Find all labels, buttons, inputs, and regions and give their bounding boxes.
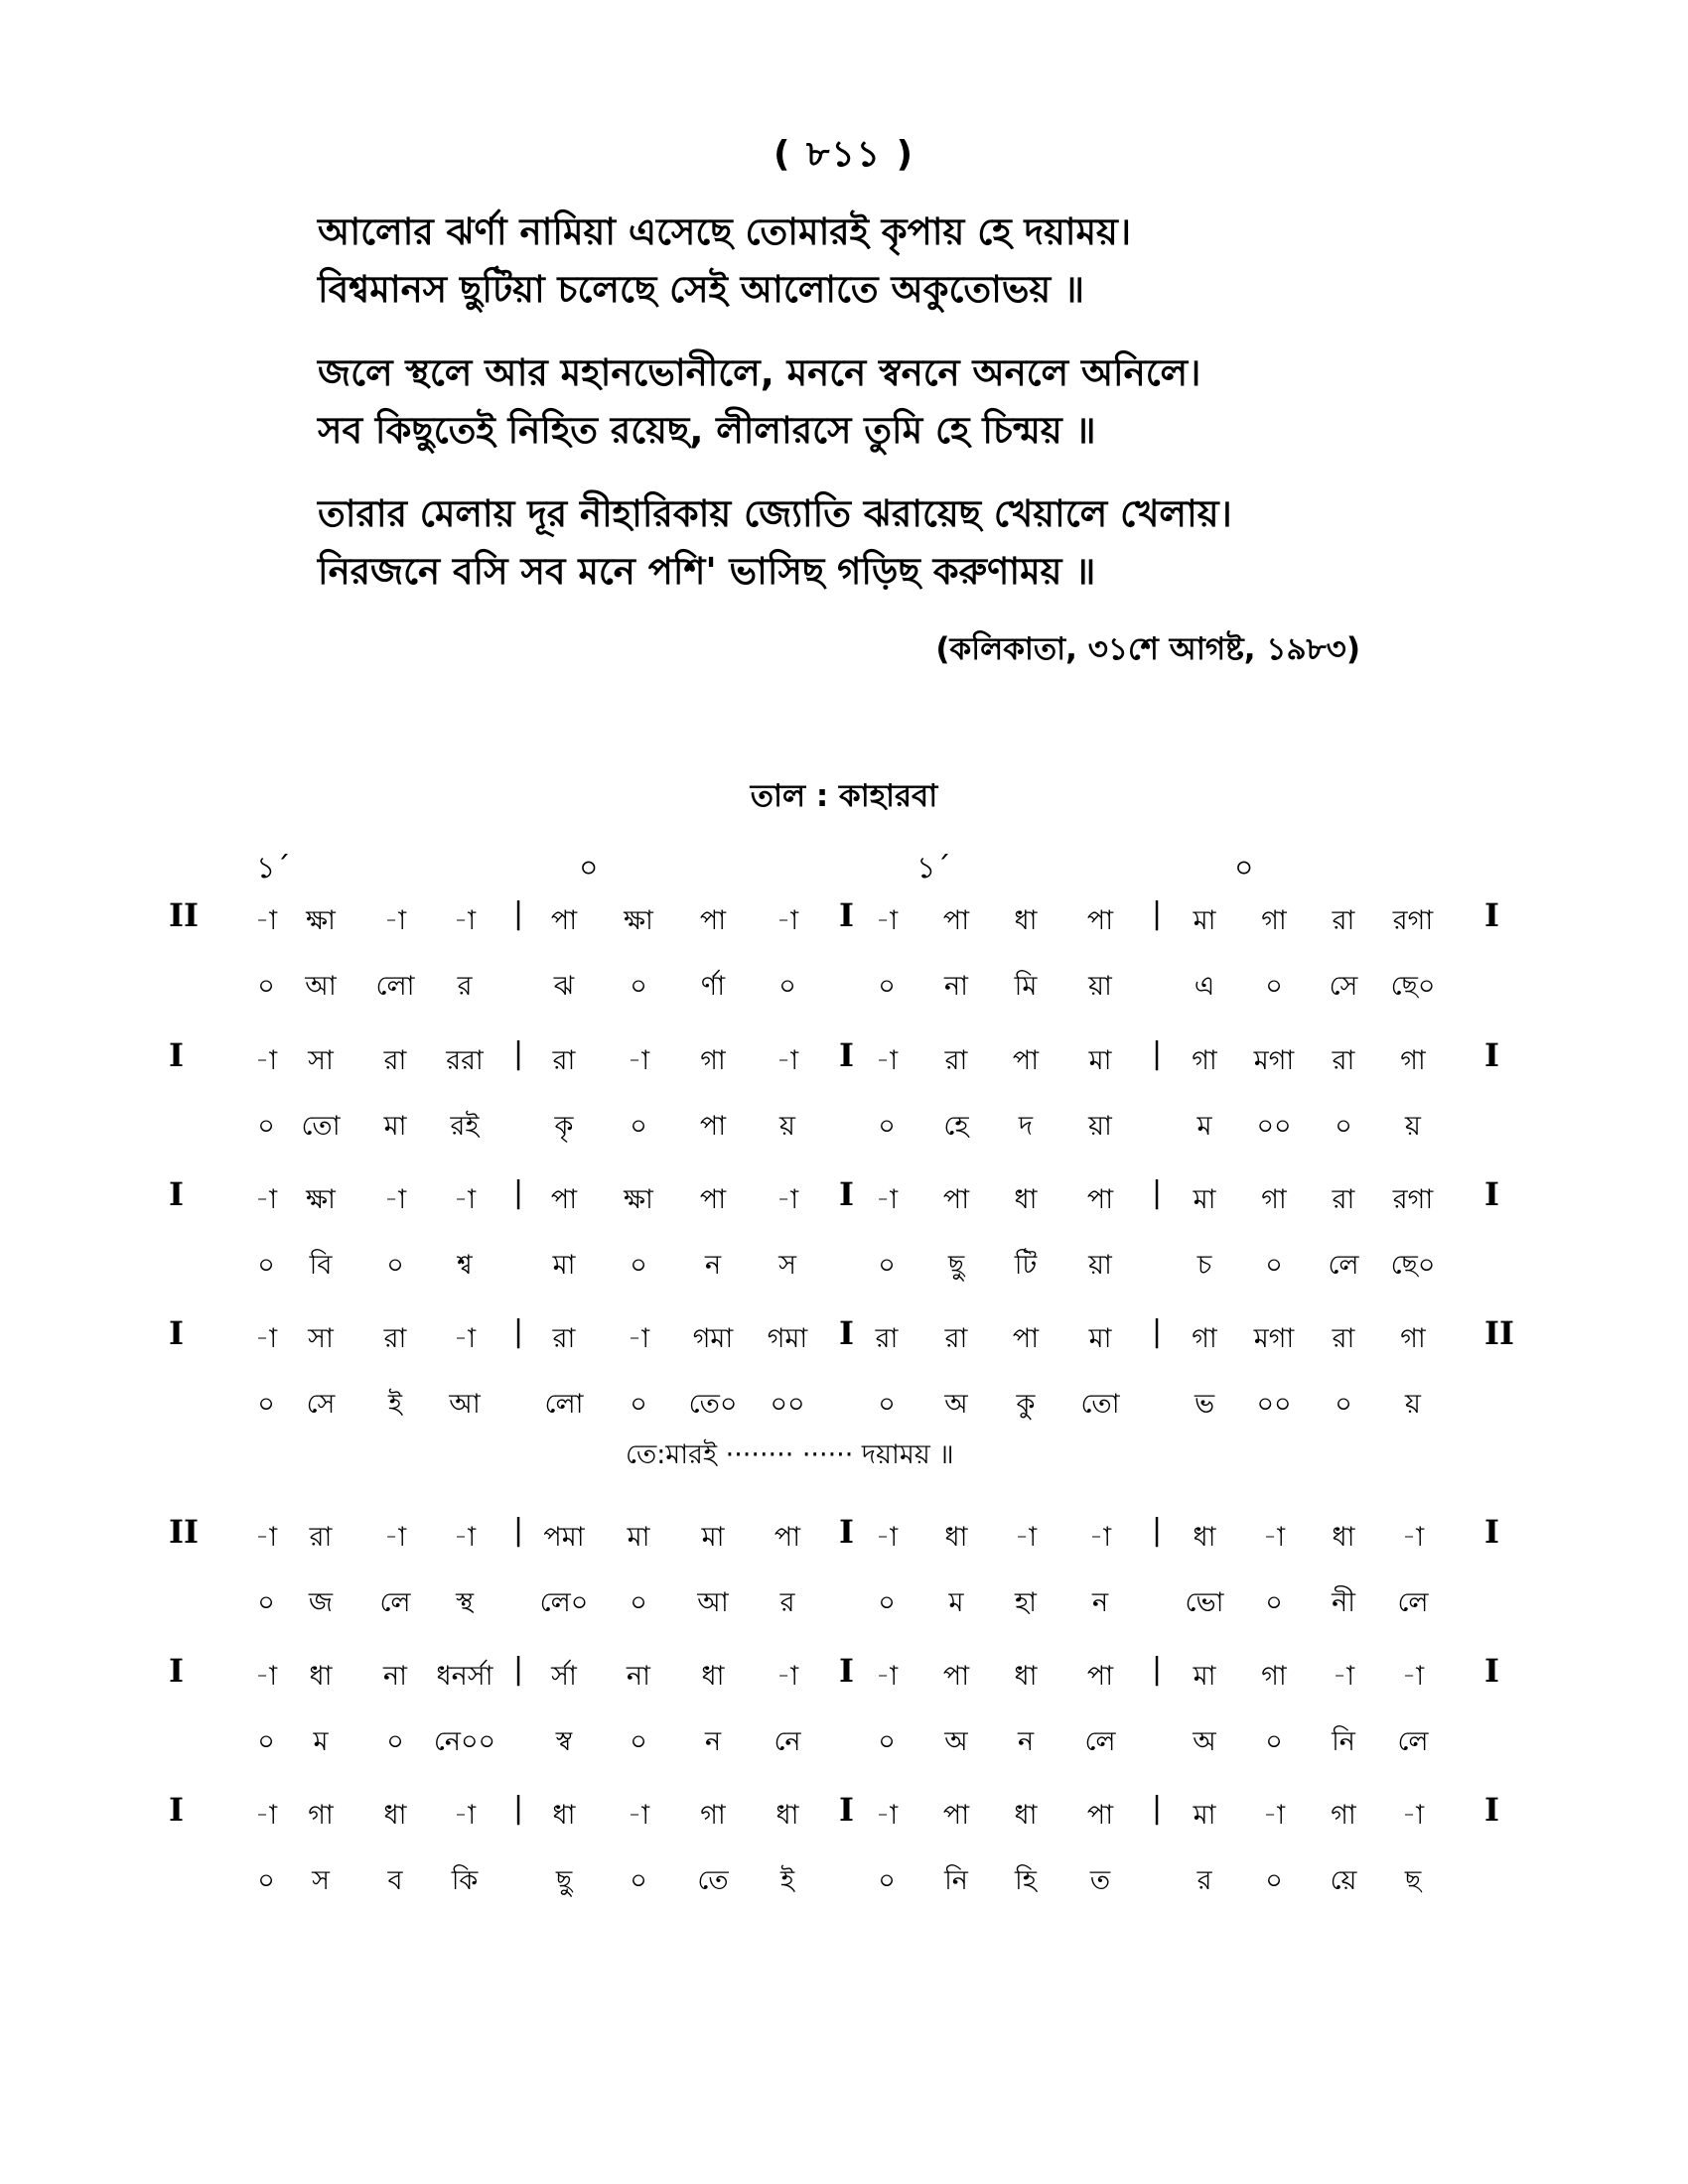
- swara-note: -া: [1088, 1522, 1112, 1553]
- lyric-syllable: না: [944, 971, 968, 1002]
- lyric-syllable: কৃ: [554, 1111, 574, 1142]
- lyric-syllable: তো: [301, 1111, 341, 1142]
- bar-line: I: [1484, 1652, 1499, 1690]
- swara-note: পা: [942, 1184, 970, 1215]
- swara-note: পা: [699, 905, 727, 936]
- swara-note: -া: [875, 1522, 899, 1553]
- swara-note: -া: [775, 1661, 799, 1692]
- swara-note: গা: [1192, 1323, 1217, 1354]
- lyric-syllable: ০: [257, 1250, 275, 1281]
- lyric-syllable: ০: [1335, 1389, 1352, 1420]
- lyric-syllable: র: [1196, 1865, 1212, 1896]
- lyric-syllable: ০০: [770, 1389, 805, 1420]
- swara-note: মগা: [1253, 1045, 1295, 1076]
- bar-line: |: [513, 1175, 524, 1210]
- lyric-syllable: নে: [774, 1726, 801, 1757]
- swara-note: ধা: [309, 1661, 333, 1692]
- swara-note: -া: [254, 1323, 278, 1354]
- bar-line: I: [169, 1652, 184, 1690]
- lyric-syllable: ম: [313, 1726, 329, 1757]
- lyric-syllable: লো: [375, 971, 415, 1002]
- swara-note: সা: [308, 1045, 334, 1076]
- swara-note: -া: [775, 905, 799, 936]
- swara-note: -া: [254, 1045, 278, 1076]
- lyric-syllable: ছে০: [1390, 971, 1436, 1002]
- lyric-syllable: নি: [1332, 1726, 1355, 1757]
- swara-note: ধা: [552, 1800, 576, 1831]
- lyric-syllable: পা: [699, 1111, 727, 1142]
- swara-note: মা: [627, 1522, 650, 1553]
- bar-line: I: [169, 1314, 184, 1352]
- lyric-line: সব কিছুতেই নিহিত রয়েছ, লীলারসে তুমি হে চিন্ময় ॥: [318, 409, 1096, 452]
- lyric-syllable: এ: [1194, 971, 1215, 1002]
- swara-note: -া: [1401, 1522, 1425, 1553]
- bar-line: I: [839, 1652, 854, 1690]
- lyric-syllable: ০: [630, 1726, 647, 1757]
- swara-note: -া: [453, 1522, 477, 1553]
- swara-note: -া: [875, 1184, 899, 1215]
- swara-note: রা: [875, 1323, 899, 1354]
- swara-note: ধা: [701, 1661, 725, 1692]
- bar-line: |: [1152, 1791, 1163, 1826]
- swara-note: -া: [1401, 1661, 1425, 1692]
- lyric-syllable: ছ: [1404, 1865, 1422, 1896]
- swara-note: -া: [254, 1184, 278, 1215]
- bar-line: II: [1484, 1314, 1514, 1352]
- swara-note: না: [383, 1661, 407, 1692]
- lyric-syllable: মা: [383, 1111, 407, 1142]
- lyric-syllable: লে: [379, 1587, 411, 1618]
- swara-note: মা: [701, 1522, 725, 1553]
- lyric-syllable: ০: [257, 971, 275, 1002]
- lyric-syllable: আ: [697, 1587, 729, 1618]
- lyric-syllable: ০: [257, 1587, 275, 1618]
- swara-note: -া: [875, 905, 899, 936]
- swara-note: -া: [775, 1184, 799, 1215]
- swara-note: ক্ষা: [306, 905, 336, 936]
- lyric-syllable: য়া: [1088, 1111, 1112, 1142]
- lyric-syllable: আ: [305, 971, 337, 1002]
- lyric-syllable: অ: [944, 1726, 968, 1757]
- swara-note: রগা: [1392, 1184, 1434, 1215]
- swara-note: ধনর্সা: [436, 1661, 493, 1692]
- swara-note: গা: [1261, 1184, 1287, 1215]
- swara-note: ধা: [1014, 1800, 1038, 1831]
- lyric-syllable: ০০: [1256, 1111, 1292, 1142]
- lyric-syllable: চ: [1196, 1250, 1212, 1281]
- lyric-syllable: স্ব: [555, 1726, 573, 1757]
- bar-line: I: [839, 1175, 854, 1213]
- lyric-syllable: ০: [257, 1389, 275, 1420]
- lyric-line: আলোর ঝর্ণা নামিয়া এসেছে তোমারই কৃপায় হে দয়াময়।: [318, 210, 1132, 253]
- swara-note: রা: [383, 1045, 407, 1076]
- lyric-syllable: ন: [704, 1726, 722, 1757]
- swara-note: গা: [1331, 1800, 1356, 1831]
- swara-note: রগা: [1392, 905, 1434, 936]
- beat-marker: ১´: [256, 851, 291, 886]
- lyric-syllable: দ: [1018, 1111, 1034, 1142]
- swara-note: -া: [383, 1522, 407, 1553]
- swara-note: রা: [552, 1323, 576, 1354]
- swara-note: রা: [944, 1323, 968, 1354]
- lyric-syllable: ই: [779, 1865, 795, 1896]
- lyric-syllable: ০: [1335, 1111, 1352, 1142]
- beat-marker: ১´: [916, 851, 951, 886]
- lyric-syllable: শ্ব: [457, 1250, 473, 1281]
- lyric-syllable: ০: [878, 1111, 896, 1142]
- swara-note: -া: [1014, 1522, 1038, 1553]
- lyric-syllable: মা: [552, 1250, 576, 1281]
- bar-line: |: [1152, 1314, 1163, 1349]
- bar-line: I: [169, 1791, 184, 1829]
- lyric-syllable: র: [457, 971, 473, 1002]
- lyric-syllable: অ: [1193, 1726, 1216, 1757]
- swara-note: পা: [550, 905, 578, 936]
- swara-note: ক্ষা: [624, 905, 653, 936]
- swara-note: মা: [1193, 905, 1216, 936]
- lyric-syllable: হা: [1014, 1587, 1038, 1618]
- swara-note: ক্ষা: [624, 1184, 653, 1215]
- lyric-syllable: কু: [1016, 1389, 1036, 1420]
- lyric-syllable: হি: [1015, 1865, 1037, 1896]
- bar-line: I: [1484, 1513, 1499, 1551]
- swara-note: গমা: [767, 1323, 808, 1354]
- lyric-syllable: কি: [451, 1865, 479, 1896]
- lyric-syllable: র: [779, 1587, 795, 1618]
- lyric-syllable: ০: [630, 1587, 647, 1618]
- swara-note: ধা: [775, 1800, 799, 1831]
- swara-note: -া: [453, 1800, 477, 1831]
- swara-note: পা: [550, 1184, 578, 1215]
- swara-note: পা: [774, 1522, 801, 1553]
- lyric-syllable: ০: [630, 1250, 647, 1281]
- lyric-syllable: ০: [778, 971, 796, 1002]
- bar-line: |: [1152, 1513, 1163, 1548]
- lyric-syllable: স্থ: [456, 1587, 474, 1618]
- lyric-syllable: ০: [878, 1587, 896, 1618]
- composition-date-place: (কলিকাতা, ৩১শে আগষ্ট, ১৯৮৩): [935, 631, 1360, 667]
- lyric-syllable: নি: [944, 1865, 968, 1896]
- swara-note: গা: [700, 1800, 726, 1831]
- bar-line: II: [169, 1513, 199, 1551]
- lyric-line: নিরজনে বসি সব মনে পশি' ভাসিছ গড়িছ করুণাময় ॥: [318, 550, 1096, 593]
- swara-note: -া: [453, 1184, 477, 1215]
- swara-note: মা: [1088, 1045, 1112, 1076]
- bar-line: |: [1152, 1036, 1163, 1071]
- swara-note: -া: [254, 1661, 278, 1692]
- lyric-syllable: ব: [387, 1865, 403, 1896]
- lyric-syllable: ০: [630, 971, 647, 1002]
- bar-line: I: [169, 1175, 184, 1213]
- bar-line: |: [1152, 1652, 1163, 1687]
- lyric-syllable: ০: [386, 1726, 404, 1757]
- swara-note: গা: [1261, 1661, 1287, 1692]
- bar-line: I: [1484, 1036, 1499, 1074]
- lyric-syllable: তো: [1080, 1389, 1120, 1420]
- swara-note: পা: [942, 1800, 970, 1831]
- bar-line: II: [169, 896, 199, 934]
- lyric-line: বিশ্বমানস ছুটিয়া চলেছে সেই আলোতে অকুতোভয় ॥: [318, 268, 1085, 311]
- swara-note: রা: [944, 1045, 968, 1076]
- swara-note: রা: [1332, 1045, 1355, 1076]
- lyric-syllable: ০: [257, 1865, 275, 1896]
- lyric-syllable: ছু: [947, 1250, 965, 1281]
- swara-note: মগা: [1253, 1323, 1295, 1354]
- lyric-syllable: জ: [308, 1587, 334, 1618]
- lyric-syllable: ০: [1265, 1726, 1283, 1757]
- swara-note: পা: [942, 1661, 970, 1692]
- bar-line: I: [169, 1036, 184, 1074]
- lyric-syllable: স: [312, 1865, 330, 1896]
- lyric-syllable: লে: [1084, 1726, 1116, 1757]
- bar-line: I: [839, 1513, 854, 1551]
- swara-note: -া: [453, 905, 477, 936]
- swara-note: -া: [775, 1045, 799, 1076]
- swara-note: র্সা: [551, 1661, 577, 1692]
- swara-note: রা: [552, 1045, 576, 1076]
- lyric-syllable: ন: [1091, 1587, 1109, 1618]
- lyric-syllable: ছে০: [1390, 1250, 1436, 1281]
- taal-title: তাল : কাহারবা: [750, 778, 938, 814]
- page-number: ( ৮১১ ): [773, 134, 915, 175]
- swara-note: -া: [254, 905, 278, 936]
- lyric-syllable: লে: [1397, 1587, 1429, 1618]
- bar-line: |: [513, 1513, 524, 1548]
- lyric-syllable: ম: [1196, 1111, 1212, 1142]
- lyric-syllable: ০: [878, 1726, 896, 1757]
- swara-note: ধা: [1014, 1661, 1038, 1692]
- lyric-syllable: য়া: [1088, 971, 1112, 1002]
- swara-note: গা: [1192, 1045, 1217, 1076]
- swara-note: -া: [1262, 1800, 1286, 1831]
- swara-note: পমা: [543, 1522, 585, 1553]
- lyric-syllable: রই: [450, 1111, 480, 1142]
- lyric-syllable: ০: [878, 971, 896, 1002]
- lyric-syllable: মি: [1014, 971, 1038, 1002]
- lyric-syllable: ০: [386, 1250, 404, 1281]
- lyric-syllable: য়: [1405, 1389, 1421, 1420]
- lyric-line: তারার মেলায় দূর নীহারিকায় জ্যোতি ঝরায়েছ খেয়ালে খেলায়।: [318, 492, 1232, 535]
- lyric-syllable: অ: [944, 1389, 968, 1420]
- bar-line: |: [513, 1652, 524, 1687]
- bar-line: I: [839, 1791, 854, 1829]
- lyric-syllable: ঝ: [553, 971, 575, 1002]
- swara-note: পা: [1012, 1323, 1040, 1354]
- swara-note: মা: [1193, 1661, 1216, 1692]
- bar-line: |: [1152, 1175, 1163, 1210]
- bar-line: |: [1152, 896, 1163, 931]
- swara-note: গা: [1400, 1045, 1426, 1076]
- swara-note: -া: [383, 1184, 407, 1215]
- swara-note: -া: [627, 1800, 650, 1831]
- lyric-syllable: র্ণা: [700, 971, 726, 1002]
- lyric-syllable: ০: [257, 1726, 275, 1757]
- lyric-syllable: ০: [630, 1389, 647, 1420]
- swara-note: গমা: [692, 1323, 734, 1354]
- lyric-syllable: ০: [630, 1865, 647, 1896]
- bar-line: I: [839, 1036, 854, 1074]
- swara-note: পা: [1086, 1661, 1114, 1692]
- swara-note: -া: [1332, 1661, 1355, 1692]
- swara-note: -া: [1262, 1522, 1286, 1553]
- lyric-syllable: ন: [1017, 1726, 1035, 1757]
- swara-note: রা: [1332, 905, 1355, 936]
- swara-note: ধা: [944, 1522, 968, 1553]
- swara-note: রা: [383, 1323, 407, 1354]
- lyric-syllable: লে: [1397, 1726, 1429, 1757]
- lyric-syllable: নী: [1332, 1587, 1355, 1618]
- lyric-syllable: ভ: [1194, 1389, 1215, 1420]
- lyric-syllable: তে: [697, 1865, 729, 1896]
- lyric-line: জলে স্থলে আর মহানভোনীলে, মননে স্বননে অনলে অনিলে।: [318, 351, 1201, 394]
- swara-note: পা: [1086, 1184, 1114, 1215]
- beat-marker: ০: [579, 851, 599, 886]
- lyric-syllable: সে: [306, 1389, 336, 1420]
- lyric-syllable: ০: [630, 1111, 647, 1142]
- lyric-syllable: ০: [1265, 971, 1283, 1002]
- bar-line: |: [513, 896, 524, 931]
- swara-note: ধা: [383, 1800, 407, 1831]
- swara-note: পা: [699, 1184, 727, 1215]
- lyric-syllable: লে: [1328, 1250, 1359, 1281]
- lyric-syllable: ০: [878, 1865, 896, 1896]
- swara-note: -া: [627, 1045, 650, 1076]
- lyric-syllable: য়: [779, 1111, 795, 1142]
- swara-note: পা: [942, 905, 970, 936]
- lyric-syllable: ০: [1265, 1250, 1283, 1281]
- lyric-syllable: ০০: [1256, 1389, 1292, 1420]
- swara-note: সা: [308, 1323, 334, 1354]
- swara-note: মা: [1088, 1323, 1112, 1354]
- lyric-syllable: লো: [544, 1389, 584, 1420]
- bar-line: I: [1484, 896, 1499, 934]
- swara-note: মা: [1193, 1184, 1216, 1215]
- swara-note: -া: [383, 905, 407, 936]
- swara-note: গা: [1400, 1323, 1426, 1354]
- swara-note: -া: [453, 1323, 477, 1354]
- lyric-syllable: ই: [387, 1389, 403, 1420]
- swara-note: পা: [1086, 1800, 1114, 1831]
- lyric-syllable: ম: [948, 1587, 964, 1618]
- lyric-syllable: হে: [943, 1111, 969, 1142]
- swara-note: -া: [875, 1661, 899, 1692]
- swara-note: -া: [875, 1800, 899, 1831]
- swara-note: মা: [1193, 1800, 1216, 1831]
- lyric-syllable: য়: [1405, 1111, 1421, 1142]
- lyric-syllable: য়ে: [1330, 1865, 1357, 1896]
- swara-note: গা: [700, 1045, 726, 1076]
- bar-line: |: [513, 1036, 524, 1071]
- lyric-syllable: তে০: [688, 1389, 738, 1420]
- lyric-syllable: ০: [878, 1250, 896, 1281]
- bar-line: I: [1484, 1791, 1499, 1829]
- lyric-syllable: ন: [704, 1250, 722, 1281]
- swara-note: ক্ষা: [306, 1184, 336, 1215]
- lyric-syllable: ভো: [1185, 1587, 1224, 1618]
- swara-note: ধা: [1014, 1184, 1038, 1215]
- lyric-syllable: আ: [449, 1389, 481, 1420]
- swara-note: রা: [1332, 1184, 1355, 1215]
- beat-marker: ০: [1234, 851, 1254, 886]
- lyric-syllable: স: [778, 1250, 796, 1281]
- bar-line: I: [839, 896, 854, 934]
- lyric-syllable: নে০০: [433, 1726, 496, 1757]
- lyric-syllable: লে০: [539, 1587, 589, 1618]
- lyric-syllable: সে: [1329, 971, 1358, 1002]
- bar-line: I: [839, 1314, 854, 1352]
- swara-note: রা: [1332, 1323, 1355, 1354]
- swara-note: ররা: [446, 1045, 484, 1076]
- lyric-syllable: বি: [309, 1250, 333, 1281]
- swara-note: না: [627, 1661, 650, 1692]
- swara-note: -া: [254, 1800, 278, 1831]
- swara-note: -া: [1401, 1800, 1425, 1831]
- swara-note: -া: [627, 1323, 650, 1354]
- lyric-syllable: ০: [878, 1389, 896, 1420]
- lyric-syllable: য়া: [1088, 1250, 1112, 1281]
- swara-note: -া: [254, 1522, 278, 1553]
- swara-note: রা: [309, 1522, 333, 1553]
- swara-note: গা: [308, 1800, 334, 1831]
- bar-line: |: [513, 1314, 524, 1349]
- lyric-syllable: ০: [1265, 1865, 1283, 1896]
- lyric-syllable: ০: [1265, 1587, 1283, 1618]
- lyric-syllable: টি: [1014, 1250, 1038, 1281]
- lyric-syllable: ত: [1089, 1865, 1111, 1896]
- swara-note: ধা: [1014, 905, 1038, 936]
- swara-note: ধা: [1332, 1522, 1355, 1553]
- swara-note: পা: [1086, 905, 1114, 936]
- swara-note: পা: [1012, 1045, 1040, 1076]
- bar-line: |: [513, 1791, 524, 1826]
- bar-line: I: [1484, 1175, 1499, 1213]
- swara-note: -া: [875, 1045, 899, 1076]
- swara-note: ধা: [1193, 1522, 1216, 1553]
- lyric-syllable: ০: [257, 1111, 275, 1142]
- lyric-syllable: ছু: [555, 1865, 573, 1896]
- reference-line: তে:মারই ········ ······ দয়াময় ॥: [626, 1439, 954, 1470]
- swara-note: গা: [1261, 905, 1287, 936]
